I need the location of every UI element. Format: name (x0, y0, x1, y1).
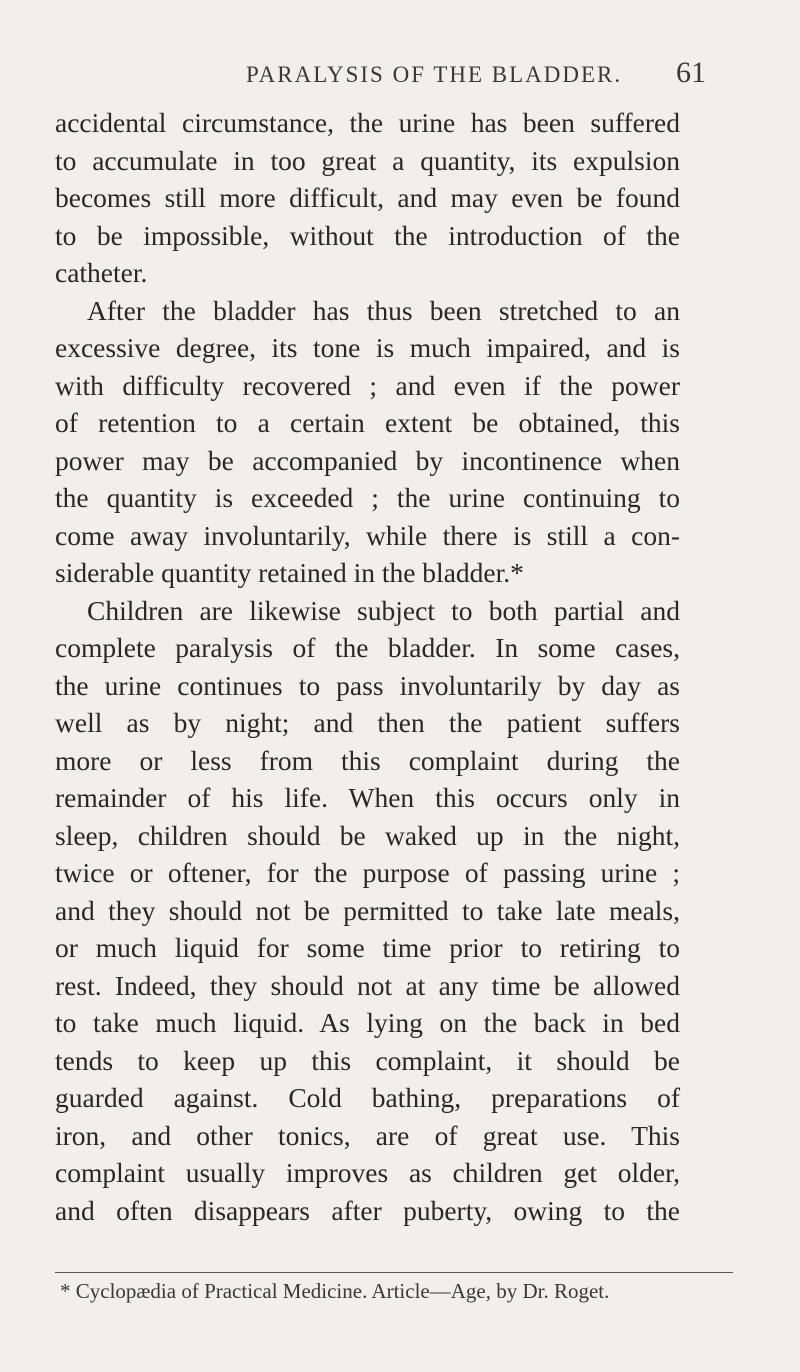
text-line: to accumulate in too great a quantity, its expulsion (55, 144, 680, 176)
text-line: with difficulty recovered ; and even if the power (55, 369, 680, 401)
text-line: sleep, children should be waked up in the night, (55, 819, 680, 851)
text-line: the quantity is exceeded ; the urine continuing to (55, 482, 680, 513)
text-line: rest. Indeed, they should not at any time be allowed (55, 969, 680, 1001)
text-line: complete paralysis of the bladder. In some cases, (55, 632, 680, 663)
text-line: Children are likewise subject to both partial and (87, 594, 680, 626)
footnote-rule (55, 1272, 733, 1273)
text-line: siderable quantity retained in the bladder.* (55, 557, 524, 588)
text-line: guarded against. Cold bathing, preparations of (55, 1082, 680, 1113)
body-text (55, 104, 680, 1229)
text-line: and they should not be permitted to take late meals, (55, 894, 680, 926)
text-line: come away involuntarily, while there is still a con- (55, 519, 680, 551)
text-line: accidental circumstance, the urine has been suffered (55, 107, 680, 138)
text-line: tends to keep up this complaint, it should be (55, 1044, 680, 1076)
text-line: more or less from this complaint during the (55, 744, 680, 776)
text-line: power may be accompanied by incontinence when (55, 444, 680, 476)
text-line: iron, and other tonics, are of great use. This (55, 1119, 680, 1151)
text-line: twice or oftener, for the purpose of passing urine ; (55, 857, 680, 888)
text-line: complaint usually improves as children get older, (55, 1157, 680, 1188)
text-line: well as by night; and then the patient suffers (55, 707, 680, 738)
page-number: 61 (676, 56, 706, 89)
text-line: catheter. (55, 257, 148, 288)
text-line: becomes still more difficult, and may even be found (55, 182, 680, 213)
text-line: excessive degree, its tone is much impaired, and is (55, 332, 680, 363)
text-line: of retention to a certain extent be obtained, this (55, 407, 680, 438)
text-line: to be impossible, without the introduction of the (55, 219, 680, 251)
text-line: to take much liquid. As lying on the back in bed (55, 1007, 680, 1038)
running-head: PARALYSIS OF THE BLADDER. (246, 62, 623, 87)
text-line: or much liquid for some time prior to retiring to (55, 932, 680, 963)
text-line: the urine continues to pass involuntarily by day as (55, 669, 680, 701)
text-line: and often disappears after puberty, owing to the (55, 1194, 680, 1226)
text-line: remainder of his life. When this occurs only in (55, 782, 680, 813)
text-line: After the bladder has thus been stretched to an (87, 294, 680, 326)
footnote: * Cyclopædia of Practical Medicine. Article—Age, by Dr. Roget. (60, 1279, 610, 1303)
